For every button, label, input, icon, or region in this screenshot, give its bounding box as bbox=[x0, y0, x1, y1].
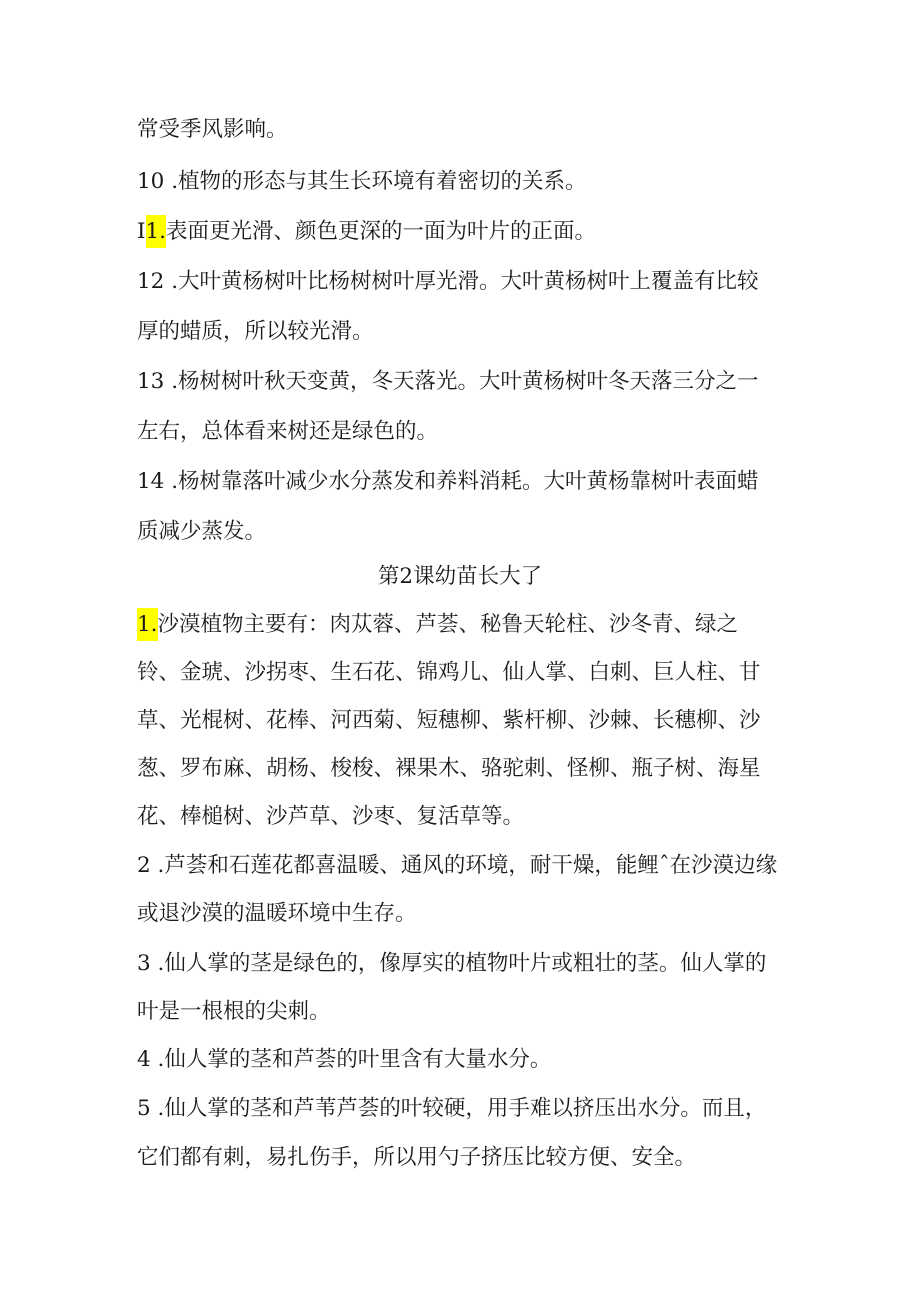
text-line: 花、棒槌树、沙芦草、沙枣、复活草等。 bbox=[137, 804, 525, 829]
item-text: 沙漠植物主要有：肉苁蓉、芦荟、秘鲁天轮柱、沙冬青、绿之 bbox=[157, 612, 739, 637]
section-heading: 第2课幼苗长大了 bbox=[377, 564, 543, 589]
text-line: 厚的蜡质，所以较光滑。 bbox=[137, 319, 374, 344]
text-line: 它们都有刺，易扎伤手，所以用勺子挤压比较方便、安全。 bbox=[137, 1145, 697, 1170]
text-line: 铃、金琥、沙拐枣、生石花、锦鸡儿、仙人掌、白刺、巨人柱、甘 bbox=[137, 660, 761, 685]
text-line: 14 .杨树靠落叶减少水分蒸发和养料消耗。大叶黄杨靠树叶表面蜡 bbox=[137, 469, 759, 494]
text-line: 12 .大叶黄杨树叶比杨树树叶厚光滑。大叶黄杨树叶上覆盖有比较 bbox=[137, 269, 759, 294]
text-line: 或退沙漠的温暖环境中生存。 bbox=[137, 901, 417, 926]
text-line: 10 .植物的形态与其生长环境有着密切的关系。 bbox=[137, 169, 587, 194]
item-number-prefix: I bbox=[137, 219, 146, 244]
highlighted-number: 1. bbox=[146, 215, 167, 248]
text-line bbox=[137, 217, 596, 247]
text-line: 质减少蒸发。 bbox=[137, 519, 267, 544]
text-line: 左右，总体看来树还是绿色的。 bbox=[137, 419, 439, 444]
text-line: 3 .仙人掌的茎是绿色的，像厚实的植物叶片或粗壮的茎。仙人掌的 bbox=[137, 951, 767, 976]
text-line: 13 .杨树树叶秋天变黄，冬天落光。大叶黄杨树叶冬天落三分之一 bbox=[137, 369, 759, 394]
text-line: 叶是一根根的尖刺。 bbox=[137, 999, 331, 1024]
text-line bbox=[137, 610, 738, 640]
text-line: 草、光棍树、花棒、河西菊、短穗柳、紫杆柳、沙棘、长穗柳、沙 bbox=[137, 708, 761, 733]
highlighted-number: 1. bbox=[137, 608, 158, 641]
text-line: 4 .仙人掌的茎和芦荟的叶里含有大量水分。 bbox=[137, 1047, 552, 1072]
text-line: 葱、罗布麻、胡杨、梭梭、裸果木、骆驼刺、怪柳、瓶子树、海星 bbox=[137, 756, 761, 781]
item-text: 表面更光滑、颜色更深的一面为叶片的正面。 bbox=[166, 219, 597, 244]
text-line: 2 .芦荟和石莲花都喜温暖、通风的环境，耐干燥，能鲤ˆ在沙漠边缘 bbox=[137, 853, 778, 878]
text-line: 5 .仙人掌的茎和芦苇芦荟的叶较硬，用手难以挤压出水分。而且， bbox=[137, 1096, 767, 1121]
text-line: 常受季风影响。 bbox=[137, 117, 288, 142]
